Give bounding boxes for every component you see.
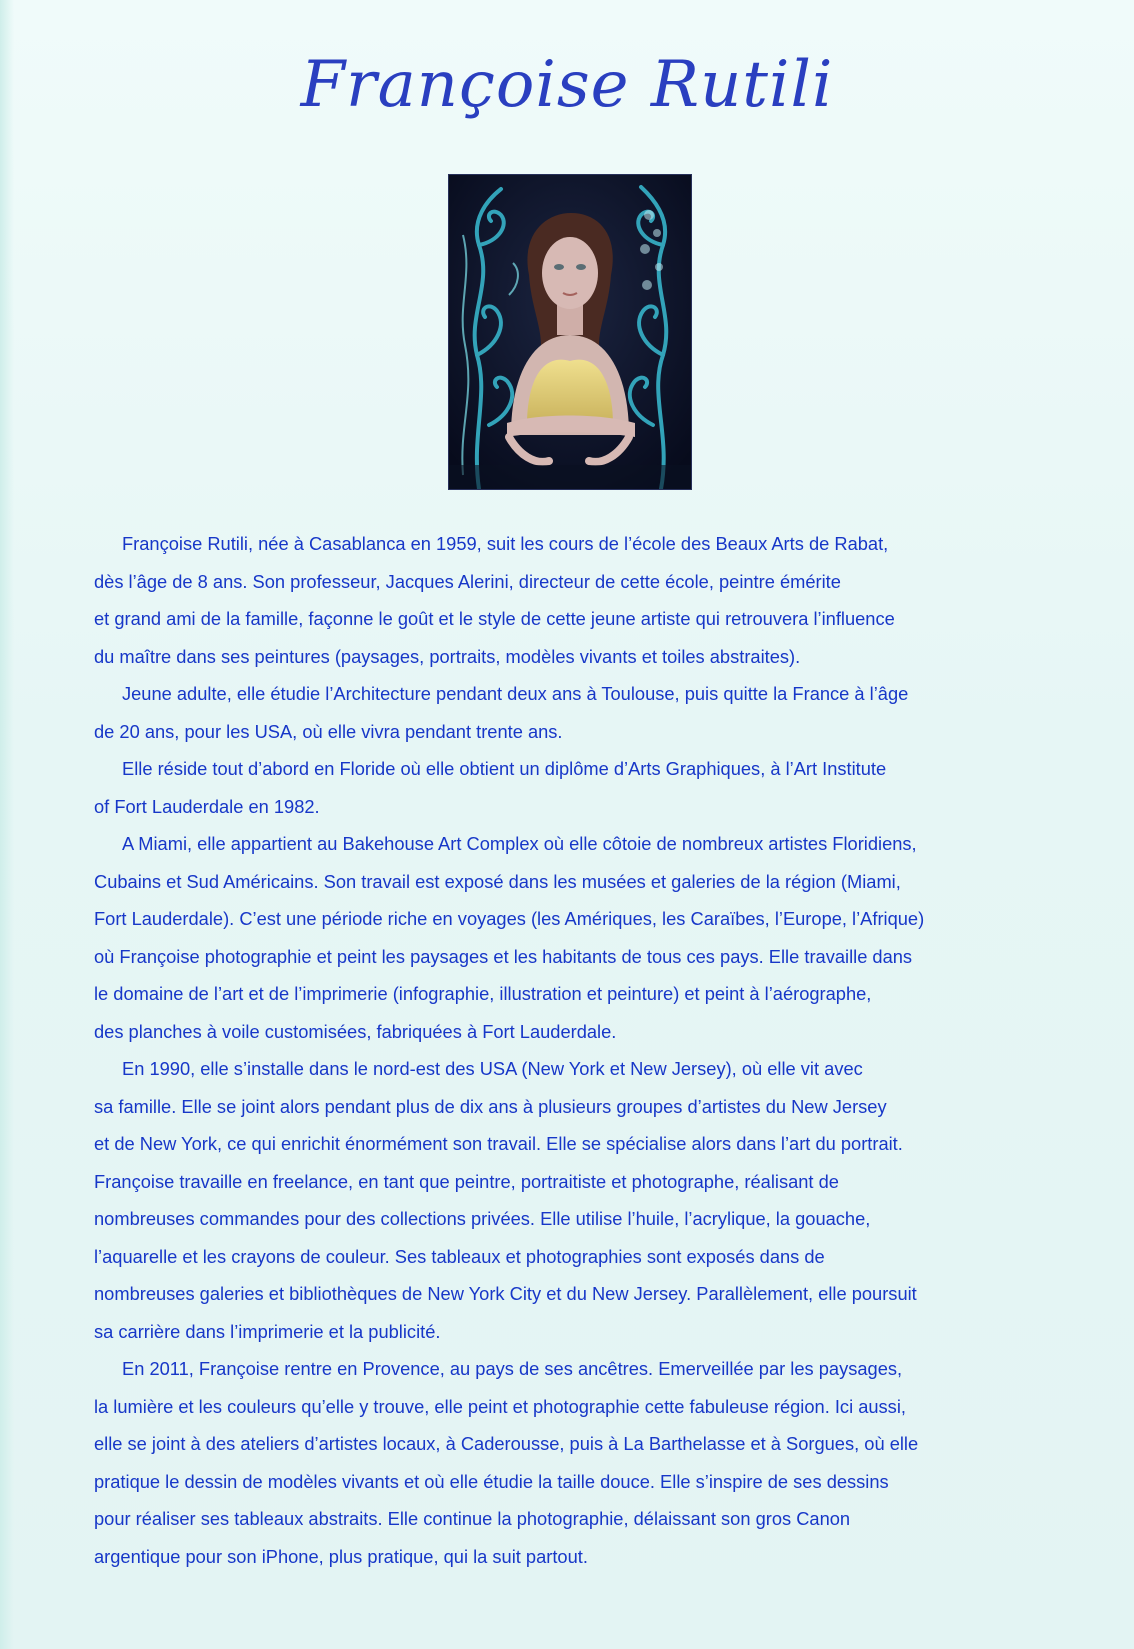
biography-line: pour réaliser ses tableaux abstraits. Elle continue la photographie, délaissant son gros Canon <box>94 1508 851 1529</box>
portrait-painting-icon <box>448 174 692 490</box>
biography-line: l’aquarelle et les crayons de couleur. Ses tableaux et photographies sont exposés dans de <box>94 1245 825 1267</box>
biography-line: of Fort Lauderdale en 1982. <box>94 795 320 817</box>
biography-line: et grand ami de la famille, façonne le goût et le style de cette jeune artiste qui retrouvera l’influence <box>94 608 895 629</box>
biography-line: Cubains et Sud Américains. Son travail est exposé dans les musées et galeries de la région (Miami, <box>94 870 901 892</box>
biography-line: Françoise Rutili, née à Casablanca en 1959, suit les cours de l’école des Beaux Arts de Rabat, <box>122 533 889 554</box>
biography-line: Elle réside tout d’abord en Floride où elle obtient un diplôme d’Arts Graphiques, à l’Art Institute <box>122 758 887 779</box>
biography-line: où Françoise photographie et peint les paysages et les habitants de tous ces pays. Elle travaille dans <box>94 945 913 967</box>
biography-line: nombreuses galeries et bibliothèques de New York City et du New Jersey. Parallèlement, elle poursuit <box>94 1283 917 1304</box>
biography-line: nombreuses commandes pour des collections privées. Elle utilise l’huile, l’acrylique, la gouache, <box>94 1208 871 1229</box>
biography-line: sa carrière dans l’imprimerie et la publicité. <box>94 1320 441 1342</box>
document-title: Françoise Rutili <box>300 48 834 122</box>
biography-line: Françoise travaille en freelance, en tant que peintre, portraitiste et photographe, réalisant de <box>94 1170 839 1192</box>
biography-line: sa famille. Elle se joint alors pendant plus de dix ans à plusieurs groupes d’artistes du New Jersey <box>94 1095 887 1117</box>
biography-line: Jeune adulte, elle étudie l’Architecture pendant deux ans à Toulouse, puis quitte la France à l’âge <box>122 683 909 704</box>
biography-line: dès l’âge de 8 ans. Son professeur, Jacques Alerini, directeur de cette école, peintre émérite <box>94 570 841 592</box>
biography-line: et de New York, ce qui enrichit énormément son travail. Elle se spécialise alors dans l’art du portrait. <box>94 1133 903 1154</box>
biography-line: le domaine de l’art et de l’imprimerie (infographie, illustration et peinture) et peint à l’aérographe, <box>94 983 872 1004</box>
page-edge-shadow <box>0 0 14 1649</box>
biography-line: elle se joint à des ateliers d’artistes locaux, à Caderousse, puis à La Barthelasse et à Sorgues, où elle <box>94 1433 919 1454</box>
biography-line: de 20 ans, pour les USA, où elle vivra pendant trente ans. <box>94 720 563 742</box>
biography-line: des planches à voile customisées, fabriquées à Fort Lauderdale. <box>94 1020 617 1042</box>
biography-text <box>94 525 1034 1575</box>
biography-line: la lumière et les couleurs qu’elle y trouve, elle peint et photographie cette fabuleuse région. Ici aussi, <box>94 1395 906 1417</box>
biography-line: En 2011, Françoise rentre en Provence, au pays de ses ancêtres. Emerveillée par les paysages, <box>122 1358 903 1379</box>
biography-line: pratique le dessin de modèles vivants et où elle étudie la taille douce. Elle s’inspire de ses dessins <box>94 1470 889 1492</box>
biography-line: argentique pour son iPhone, plus pratique, qui la suit partout. <box>94 1545 588 1567</box>
biography-line: Fort Lauderdale). C’est une période riche en voyages (les Amériques, les Caraïbes, l’Europe, l’Afrique) <box>94 908 925 929</box>
biography-line: du maître dans ses peintures (paysages, portraits, modèles vivants et toiles abstraites). <box>94 645 801 667</box>
biography-line: A Miami, elle appartient au Bakehouse Art Complex où elle côtoie de nombreux artistes Floridiens, <box>122 833 917 854</box>
biography-line: En 1990, elle s’installe dans le nord-est des USA (New York et New Jersey), où elle vit avec <box>122 1058 863 1079</box>
